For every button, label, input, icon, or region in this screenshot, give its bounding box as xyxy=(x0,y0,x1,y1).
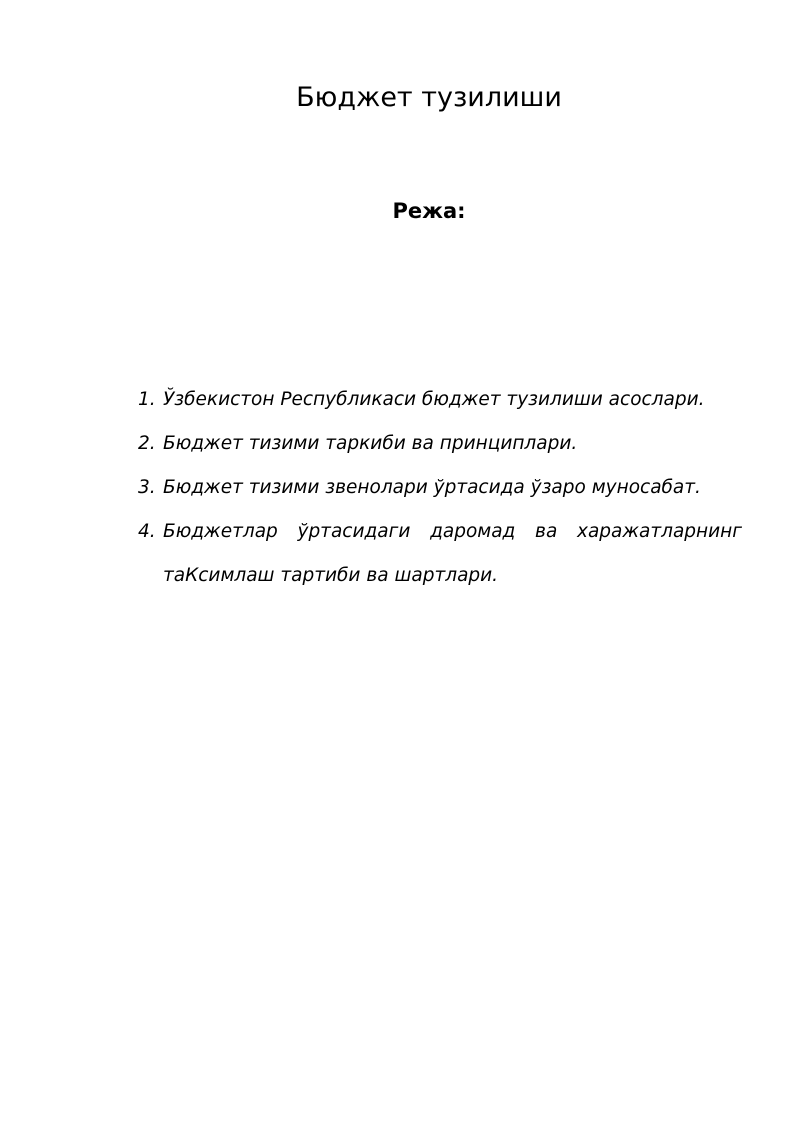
plan-item-number: 3. xyxy=(138,477,156,498)
plan-item-number: 4. xyxy=(138,521,156,542)
plan-item-text: Бюджет тизими таркиби ва принциплари. xyxy=(163,433,578,454)
plan-item-3 xyxy=(138,466,742,510)
plan-item-1 xyxy=(138,378,742,422)
plan-item-2 xyxy=(138,422,742,466)
plan-item-number: 1. xyxy=(138,389,156,410)
plan-list xyxy=(138,378,742,598)
plan-item-text: Ўзбекистон Республикаси бюджет тузилиши асослари. xyxy=(163,389,705,410)
plan-item-text: Бюджет тизими звенолари ўртасида ўзаро муносабат. xyxy=(163,477,701,498)
plan-item-4 xyxy=(138,510,742,598)
plan-heading: Режа: xyxy=(392,199,466,223)
plan-item-text: Бюджетлар ўртасидаги даромад ва харажатларнинг таКсимлаш тартиби ва шартлари. xyxy=(163,521,742,586)
plan-item-number: 2. xyxy=(138,433,156,454)
document-title: Бюджет тузилиши xyxy=(296,82,562,113)
